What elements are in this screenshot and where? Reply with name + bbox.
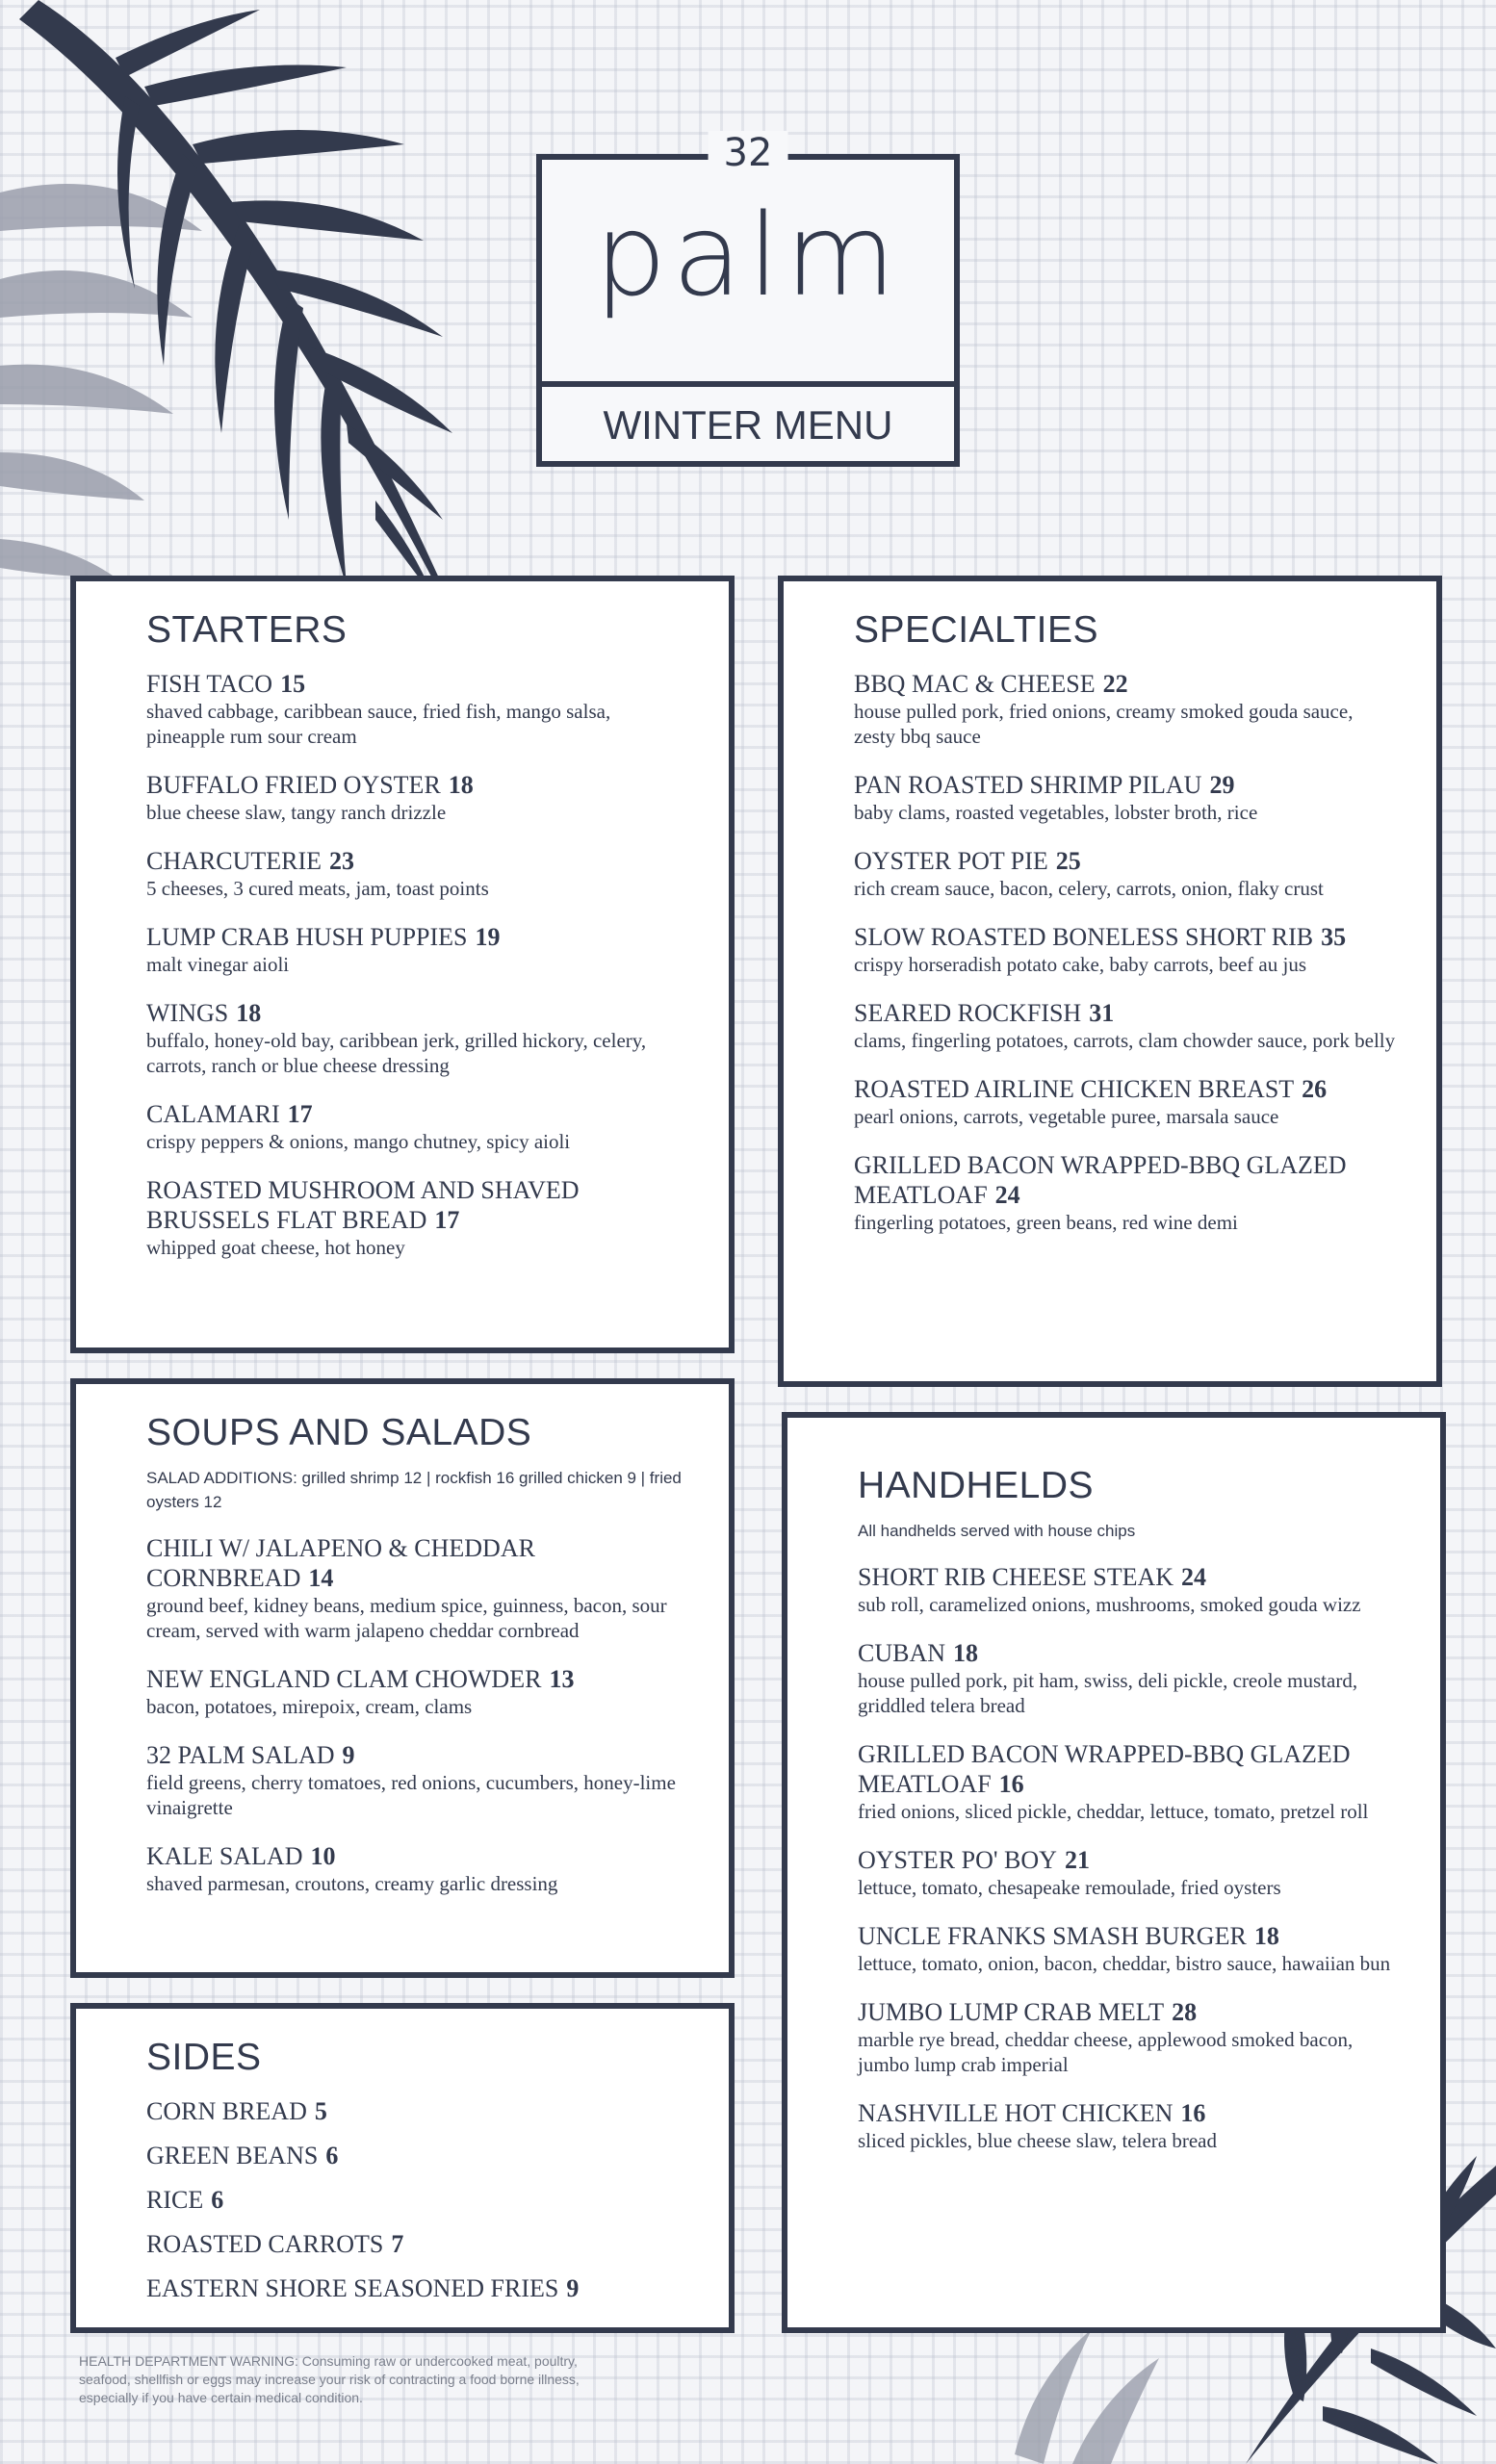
item-price: 16 <box>1180 2098 1206 2127</box>
item-name: CALAMARI <box>146 1099 280 1128</box>
item-price: 31 <box>1089 998 1115 1027</box>
item-name-row <box>146 846 690 876</box>
item-price: 29 <box>1209 770 1235 799</box>
item-name: RICE <box>146 2185 204 2214</box>
menu-item <box>146 1740 690 1820</box>
item-name-row <box>858 1562 1402 1592</box>
item-name-row <box>146 1841 690 1871</box>
menu-item <box>858 1739 1402 1824</box>
menu-item <box>146 1664 690 1719</box>
item-name: LUMP CRAB HUSH PUPPIES <box>146 922 468 951</box>
item-name: ROASTED CARROTS <box>146 2229 384 2258</box>
menu-item <box>854 846 1398 901</box>
menu-item <box>146 1175 690 1260</box>
item-name: BUFFALO FRIED OYSTER <box>146 770 441 799</box>
item-price: 19 <box>475 922 501 951</box>
menu-item <box>854 1150 1398 1235</box>
item-name: GRILLED BACON WRAPPED-BBQ GLAZED MEATLOAF <box>858 1739 1351 1798</box>
item-name: OYSTER POT PIE <box>854 846 1048 875</box>
specialties-section <box>778 576 1442 1387</box>
item-name: GREEN BEANS <box>146 2141 319 2169</box>
sides-section <box>70 2003 735 2333</box>
item-name: SHORT RIB CHEESE STEAK <box>858 1562 1174 1591</box>
item-description: rich cream sauce, bacon, celery, carrots, onion, flaky crust <box>854 876 1324 900</box>
menu-item <box>854 1074 1398 1129</box>
menu-subtitle: WINTER MENU <box>603 402 893 448</box>
item-name: NEW ENGLAND CLAM CHOWDER <box>146 1664 542 1693</box>
item-name-row <box>858 1921 1402 1951</box>
menu-item <box>858 1997 1402 2077</box>
item-description: shaved cabbage, caribbean sauce, fried fish, mango salsa, pineapple rum sour cream <box>146 699 611 748</box>
item-description: whipped goat cheese, hot honey <box>146 1235 405 1259</box>
item-name: 32 PALM SALAD <box>146 1740 335 1769</box>
menu-item <box>858 1562 1402 1617</box>
item-price: 18 <box>953 1638 979 1667</box>
health-warning: HEALTH DEPARTMENT WARNING: Consuming raw or undercooked meat, poultry, seafood, shellfish or eggs may increase your risk of contracting a food borne illness, especially if you have certain medical condition. <box>79 2353 580 2405</box>
item-price: 18 <box>448 770 474 799</box>
item-name: OYSTER PO' BOY <box>858 1845 1057 1874</box>
item-name-row <box>854 846 1398 876</box>
item-name: KALE SALAD <box>146 1841 303 1870</box>
starters-section <box>70 576 735 1353</box>
logo-divider <box>542 381 954 387</box>
item-name-row <box>146 1175 690 1235</box>
item-name: ROASTED AIRLINE CHICKEN BREAST <box>854 1074 1295 1103</box>
item-name: UNCLE FRANKS SMASH BURGER <box>858 1921 1247 1950</box>
item-price: 15 <box>280 669 306 698</box>
item-description: clams, fingerling potatoes, carrots, clam chowder sauce, pork belly <box>854 1028 1396 1052</box>
item-description: shaved parmesan, croutons, creamy garlic dressing <box>146 1871 558 1895</box>
item-price: 6 <box>325 2141 339 2169</box>
logo-name: palm <box>594 189 902 321</box>
menu-item <box>146 770 690 825</box>
section-title: HANDHELDS <box>858 1465 1095 1506</box>
item-price: 26 <box>1302 1074 1328 1103</box>
item-description: field greens, cherry tomatoes, red onions, cucumbers, honey-lime vinaigrette <box>146 1770 676 1819</box>
logo-box <box>536 131 960 467</box>
salad-additions-note: SALAD ADDITIONS: grilled shrimp 12 | rockfish 16 grilled chicken 9 | fried oysters 12 <box>146 1468 682 1511</box>
menu-item <box>854 922 1398 977</box>
item-price: 6 <box>211 2185 224 2214</box>
item-price: 17 <box>434 1205 460 1234</box>
item-price: 7 <box>391 2229 404 2258</box>
item-name-row <box>854 922 1398 952</box>
item-description: lettuce, tomato, chesapeake remoulade, fried oysters <box>858 1875 1281 1899</box>
item-price: 23 <box>329 846 354 875</box>
section-title: STARTERS <box>146 609 348 651</box>
menu-item <box>854 998 1398 1053</box>
item-price: 9 <box>566 2273 580 2302</box>
item-description: marble rye bread, cheddar cheese, applewood smoked bacon, jumbo lump crab imperial <box>858 2027 1354 2076</box>
item-name: SLOW ROASTED BONELESS SHORT RIB <box>854 922 1314 951</box>
item-description: sliced pickles, blue cheese slaw, telera bread <box>858 2128 1217 2152</box>
item-description: baby clams, roasted vegetables, lobster broth, rice <box>854 800 1258 824</box>
item-price: 10 <box>310 1841 336 1870</box>
item-description: blue cheese slaw, tangy ranch drizzle <box>146 800 447 824</box>
menu-item <box>146 998 690 1078</box>
item-name-row <box>146 1099 690 1129</box>
item-description: sub roll, caramelized onions, mushrooms, smoked gouda wizz <box>858 1592 1361 1616</box>
item-description: malt vinegar aioli <box>146 952 290 976</box>
item-price: 28 <box>1172 1997 1198 2026</box>
item-name: ROASTED MUSHROOM AND SHAVED BRUSSELS FLAT BREAD <box>146 1175 580 1234</box>
item-description: ground beef, kidney beans, medium spice, guinness, bacon, sour cream, served with warm jalapeno cheddar cornbread <box>146 1593 667 1642</box>
menu-item <box>854 770 1398 825</box>
item-name: CHARCUTERIE <box>146 846 322 875</box>
handhelds-section <box>782 1412 1446 2333</box>
menu-item <box>858 1921 1402 1976</box>
item-price: 25 <box>1055 846 1081 875</box>
item-name-row <box>854 1074 1398 1104</box>
item-name-row <box>146 669 690 699</box>
menu-item <box>858 2098 1402 2153</box>
menu-item <box>146 1533 690 1643</box>
item-name-row <box>858 1638 1402 1668</box>
item-description: buffalo, honey-old bay, caribbean jerk, grilled hickory, celery, carrots, ranch or blue cheese dressing <box>146 1028 647 1077</box>
item-name: NASHVILLE HOT CHICKEN <box>858 2098 1174 2127</box>
item-name: CUBAN <box>858 1638 946 1667</box>
item-name: CHILI W/ JALAPENO & CHEDDAR CORNBREAD <box>146 1533 535 1592</box>
handhelds-note: All handhelds served with house chips <box>858 1521 1136 1540</box>
item-price: 16 <box>998 1769 1024 1798</box>
section-title: SPECIALTIES <box>854 609 1099 651</box>
item-name-row <box>146 998 690 1028</box>
item-name-row <box>858 1997 1402 2027</box>
item-price: 17 <box>287 1099 313 1128</box>
item-price: 18 <box>1253 1921 1279 1950</box>
item-name-row <box>858 2098 1402 2128</box>
menu-item <box>146 1841 690 1896</box>
section-title: SIDES <box>146 2037 262 2078</box>
item-price: 14 <box>308 1563 334 1592</box>
item-name: GRILLED BACON WRAPPED-BBQ GLAZED MEATLOAF <box>854 1150 1347 1209</box>
item-name-row <box>854 998 1398 1028</box>
item-name-row <box>146 770 690 800</box>
item-name-row <box>858 1739 1402 1799</box>
item-price: 22 <box>1102 669 1128 698</box>
item-name: EASTERN SHORE SEASONED FRIES <box>146 2273 559 2302</box>
item-name: FISH TACO <box>146 669 273 698</box>
item-name-row <box>146 1740 690 1770</box>
item-name: WINGS <box>146 998 229 1027</box>
item-description: crispy horseradish potato cake, baby carrots, beef au jus <box>854 952 1306 976</box>
soups-salads-section <box>70 1378 735 1978</box>
item-price: 13 <box>549 1664 575 1693</box>
side-item <box>146 2141 690 2170</box>
logo-number: 32 <box>709 131 788 175</box>
item-name-row <box>854 770 1398 800</box>
item-name-row <box>854 1150 1398 1210</box>
item-name-row <box>146 1664 690 1694</box>
item-price: 21 <box>1064 1845 1090 1874</box>
item-price: 24 <box>994 1180 1020 1209</box>
menu-item <box>146 1099 690 1154</box>
item-name: CORN BREAD <box>146 2096 307 2125</box>
item-price: 9 <box>342 1740 355 1769</box>
item-name: SEARED ROCKFISH <box>854 998 1082 1027</box>
item-description: fried onions, sliced pickle, cheddar, lettuce, tomato, pretzel roll <box>858 1799 1369 1823</box>
item-name-row <box>146 1533 690 1593</box>
item-description: pearl onions, carrots, vegetable puree, marsala sauce <box>854 1104 1279 1128</box>
item-description: bacon, potatoes, mirepoix, cream, clams <box>146 1694 473 1718</box>
menu-item <box>146 669 690 749</box>
item-name: BBQ MAC & CHEESE <box>854 669 1096 698</box>
item-price: 18 <box>236 998 262 1027</box>
item-name-row <box>854 669 1398 699</box>
item-description: 5 cheeses, 3 cured meats, jam, toast points <box>146 876 489 900</box>
item-description: fingerling potatoes, green beans, red wine demi <box>854 1210 1238 1234</box>
menu-item <box>858 1638 1402 1718</box>
menu-item <box>854 669 1398 749</box>
item-price: 35 <box>1321 922 1347 951</box>
menu-item <box>146 846 690 901</box>
item-description: house pulled pork, pit ham, swiss, deli pickle, creole mustard, griddled telera bread <box>858 1668 1358 1717</box>
item-description: crispy peppers & onions, mango chutney, spicy aioli <box>146 1129 571 1153</box>
item-description: house pulled pork, fried onions, creamy smoked gouda sauce, zesty bbq sauce <box>854 699 1354 748</box>
side-item <box>146 2229 690 2259</box>
item-name-row <box>858 1845 1402 1875</box>
item-name: JUMBO LUMP CRAB MELT <box>858 1997 1165 2026</box>
section-title: SOUPS AND SALADS <box>146 1412 532 1453</box>
item-name: PAN ROASTED SHRIMP PILAU <box>854 770 1202 799</box>
menu-item <box>858 1845 1402 1900</box>
side-item <box>146 2273 690 2303</box>
item-name-row <box>146 922 690 952</box>
menu-item <box>146 922 690 977</box>
item-price: 24 <box>1181 1562 1207 1591</box>
item-description: lettuce, tomato, onion, bacon, cheddar, bistro sauce, hawaiian bun <box>858 1951 1391 1975</box>
side-item <box>146 2096 690 2126</box>
side-item <box>146 2185 690 2215</box>
item-price: 5 <box>314 2096 327 2125</box>
